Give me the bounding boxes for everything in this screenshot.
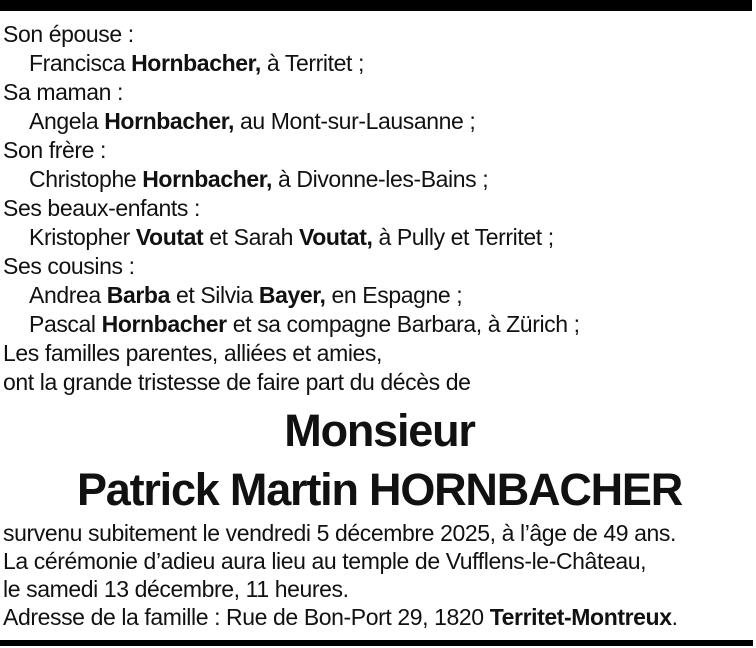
- relative-line: [3, 310, 756, 339]
- text-segment: Christophe: [29, 166, 143, 192]
- text-segment: Kristopher: [29, 224, 136, 250]
- bottom-border-rule: [0, 640, 753, 646]
- funeral-details: [3, 519, 756, 631]
- top-border-rule: [0, 0, 752, 11]
- relative-line: [3, 223, 756, 252]
- relative-line: [3, 194, 756, 223]
- text-segment: .: [671, 604, 678, 630]
- text-segment: Ses cousins :: [3, 253, 135, 279]
- relative-line: [3, 281, 756, 310]
- text-segment: à Divonne-les-Bains ;: [272, 166, 489, 192]
- relative-line: [3, 165, 756, 194]
- relative-line: [3, 368, 756, 397]
- detail-line: [3, 519, 756, 547]
- surname-bold: Voutat: [135, 224, 204, 250]
- text-segment: à Pully et Territet ;: [372, 224, 554, 250]
- relative-line: [3, 339, 756, 368]
- text-segment: en Espagne ;: [325, 282, 463, 308]
- relative-line: [3, 78, 756, 107]
- text-segment: et Sarah: [203, 224, 300, 250]
- relative-line: [3, 107, 756, 136]
- surname-bold: Hornbacher,: [131, 50, 261, 76]
- text-segment: Son frère :: [3, 137, 106, 163]
- surname-bold: Voutat,: [299, 224, 373, 250]
- text-segment: La cérémonie d’adieu aura lieu au temple de Vufflens-le-Château,: [3, 548, 647, 574]
- text-segment: Adresse de la famille : Rue de Bon-Port 29, 1820: [3, 604, 490, 630]
- relative-line: [3, 20, 756, 49]
- deceased-honorific: Monsieur: [284, 405, 475, 456]
- relative-line: [3, 252, 756, 281]
- text-segment: Andrea: [29, 282, 107, 308]
- text-segment: et Silvia: [169, 282, 259, 308]
- surname-bold: Hornbacher,: [104, 108, 235, 134]
- notice-body: [3, 20, 756, 631]
- text-segment: Sa maman :: [3, 79, 123, 105]
- detail-line: [3, 575, 756, 603]
- text-segment: Ses beaux-enfants :: [3, 195, 200, 221]
- detail-line: [3, 603, 756, 631]
- relative-line: [3, 136, 756, 165]
- deceased-title-block: [3, 401, 756, 519]
- text-segment: ont la grande tristesse de faire part du décès de: [3, 369, 471, 395]
- text-segment: à Territet ;: [260, 50, 364, 76]
- text-segment: le samedi 13 décembre, 11 heures.: [3, 576, 349, 602]
- surname-bold: Bayer,: [258, 282, 326, 308]
- text-segment: et sa compagne Barbara, à Zürich ;: [226, 311, 580, 337]
- surname-bold: Territet-Montreux: [489, 604, 672, 630]
- text-segment: au Mont-sur-Lausanne ;: [234, 108, 476, 134]
- text-segment: Son épouse :: [3, 21, 134, 47]
- detail-line: [3, 547, 756, 575]
- surname-bold: Barba: [106, 282, 170, 308]
- deceased-name: Patrick Martin HORNBACHER: [76, 464, 683, 515]
- text-segment: Francisca: [29, 50, 132, 76]
- surname-bold: Hornbacher: [101, 311, 227, 337]
- surname-bold: Hornbacher,: [142, 166, 273, 192]
- relative-line: [3, 49, 756, 78]
- text-segment: Angela: [29, 108, 105, 134]
- text-segment: Les familles parentes, alliées et amies,: [3, 340, 383, 366]
- relatives-list: [3, 20, 756, 397]
- text-segment: Pascal: [29, 311, 102, 337]
- text-segment: survenu subitement le vendredi 5 décembre 2025, à l’âge de 49 ans.: [3, 520, 677, 546]
